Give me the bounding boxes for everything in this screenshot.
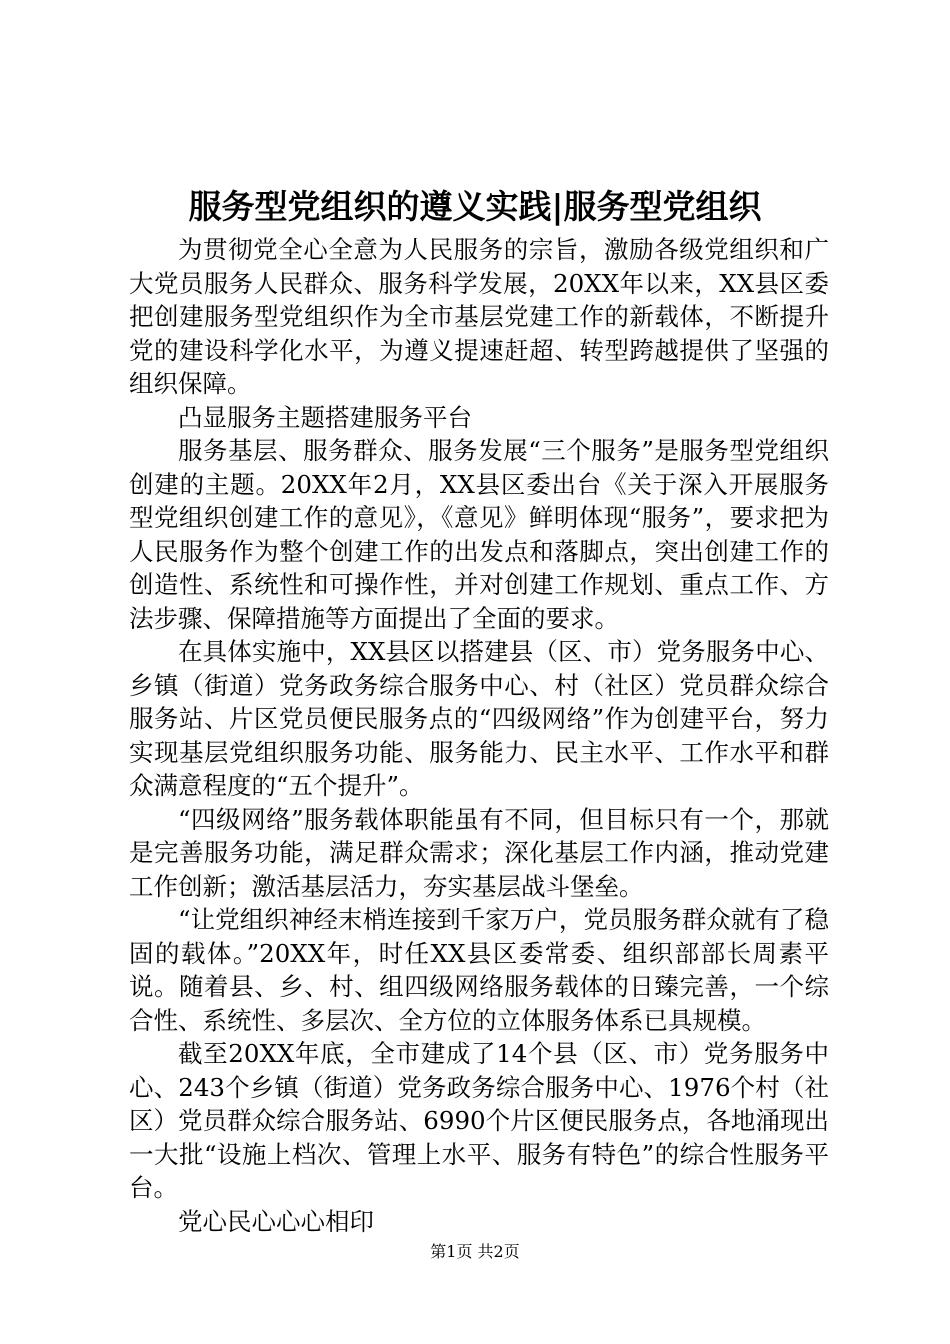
paragraph-intro: 为贯彻党全心全意为人民服务的宗旨，激励各级党组织和广大党员服务人民群众、服务科学发展，20XX年以来，XX县区委把创建服务型党组织作为全市基层党建工作的新载体，不断提升党的建设科学化水平，为遵义提速赶超、转型跨越提供了坚强的组织保障。 <box>129 235 829 398</box>
paragraph-statistics: 截至20XX年底，全市建成了14个县（区、市）党务服务中心、243个乡镇（街道）党务政务综合服务中心、1976个村（社区）党员群众综合服务站、6990个片区便民服务点，各地涌现出一大批“设施上档次、管理上水平、服务有特色”的综合性服务平台。 <box>129 1039 829 1202</box>
paragraph-network-goal: “四级网络”服务载体职能虽有不同，但目标只有一个，那就是完善服务功能，满足群众需求；深化基层工作内涵，推动党建工作创新；激活基层活力，夯实基层战斗堡垒。 <box>129 804 829 901</box>
paragraph-four-level-network: 在具体实施中，XX县区以搭建县（区、市）党务服务中心、乡镇（街道）党务政务综合服务中心、村（社区）党员群众综合服务站、片区党员便民服务点的“四级网络”作为创建平台，努力实现基层党组织服务功能、服务能力、民主水平、工作水平和群众满意程度的“五个提升”。 <box>129 637 829 800</box>
paragraph-three-services: 服务基层、服务群众、服务发展“三个服务”是服务型党组织创建的主题。20XX年2月，XX县区委出台《关于深入开展服务型党组织创建工作的意见》，《意见》鲜明体现“服务”，要求把为人民服务作为整个创建工作的出发点和落脚点，突出创建工作的创造性、系统性和可操作性，并对创建工作规划、重点工作、方法步骤、保障措施等方面提出了全面的要求。 <box>129 436 829 633</box>
document-body <box>129 233 829 1238</box>
section-heading-platform: 凸显服务主题搭建服务平台 <box>178 402 472 432</box>
paragraph-quote: “让党组织神经末梢连接到千家万户，党员服务群众就有了稳固的载体。”20XX年，时任XX县区委常委、组织部部长周素平说。随着县、乡、村、组四级网络服务载体的日臻完善，一个综合性、系统性、多层次、全方位的立体服务体系已具规模。 <box>129 905 829 1035</box>
section-heading-hearts: 党心民心心心相印 <box>178 1206 374 1236</box>
document-title: 服务型党组织的遵义实践|服务型党组织 <box>188 187 762 226</box>
page-footer: 第1页 共2页 <box>430 1242 520 1261</box>
